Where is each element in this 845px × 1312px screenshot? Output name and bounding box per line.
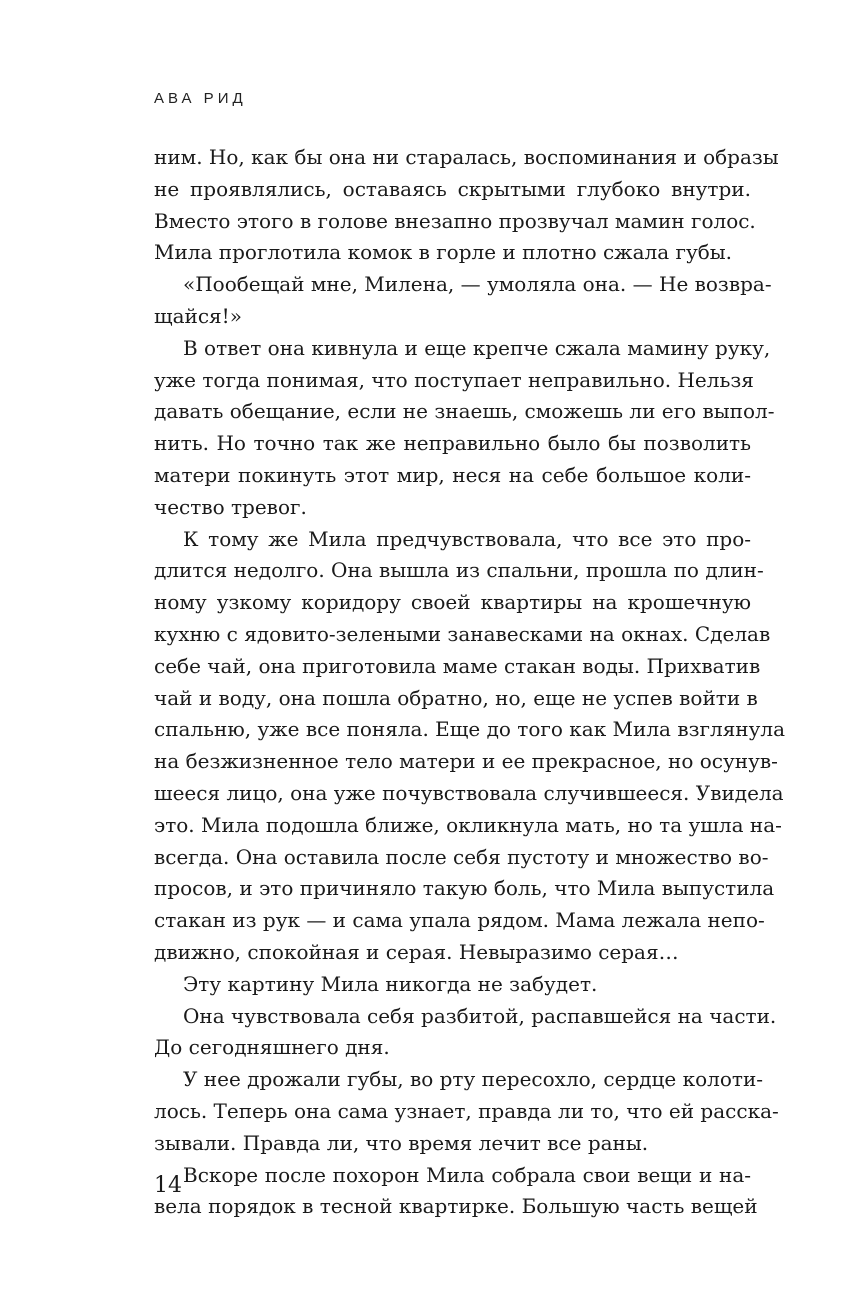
- text-line: стакан из рук — и сама упала рядом. Мама лежала непо-: [154, 908, 765, 933]
- text-line: К тому же Мила предчувствовала, что все это про-: [183, 526, 751, 551]
- text-line: давать обещание, если не знаешь, сможешь ли его выпол-: [154, 399, 775, 424]
- text-line: на безжизненное тело матери и ее прекрасное, но осунув-: [154, 749, 778, 774]
- running-header-author: АВА РИД: [154, 90, 247, 107]
- text-line: чество тревог.: [154, 494, 307, 519]
- page-number: 14: [154, 1173, 182, 1198]
- text-line: Вместо этого в голове внезапно прозвучал мамин голос.: [154, 208, 756, 233]
- text-line: В ответ она кивнула и еще крепче сжала мамину руку,: [183, 335, 771, 360]
- text-line: лось. Теперь она сама узнает, правда ли то, что ей расска-: [154, 1098, 779, 1123]
- text-line: нить. Но точно так же неправильно было бы позволить: [154, 431, 751, 456]
- text-line: Она чувствовала себя разбитой, распавшейся на части.: [183, 1003, 777, 1028]
- text-line: всегда. Она оставила после себя пустоту и множество во-: [154, 844, 769, 869]
- text-line: Эту картину Мила никогда не забудет.: [183, 971, 598, 996]
- text-line: не проявлялись, оставаясь скрытыми глубоко внутри.: [154, 176, 751, 201]
- text-line: Мила проглотила комок в горле и плотно сжала губы.: [154, 240, 733, 265]
- text-line: вела порядок в тесной квартирке. Большую часть вещей: [154, 1194, 758, 1219]
- text-line: себе чай, она приготовила маме стакан воды. Прихватив: [154, 653, 761, 678]
- text-line: ним. Но, как бы она ни старалась, воспоминания и образы: [154, 145, 779, 169]
- text-line: У нее дрожали губы, во рту пересохло, сердце колоти-: [183, 1067, 764, 1092]
- text-line: это. Мила подошла ближе, окликнула мать, но та ушла на-: [154, 812, 782, 837]
- text-line: шееся лицо, она уже почувствовала случившееся. Увидела: [154, 780, 784, 805]
- text-line: До сегодняшнего дня.: [154, 1035, 390, 1060]
- text-line: длится недолго. Она вышла из спальни, прошла по длин-: [154, 558, 764, 583]
- text-line: щайся!»: [154, 303, 242, 328]
- text-line: зывали. Правда ли, что время лечит все раны.: [154, 1130, 649, 1155]
- text-line: «Пообещай мне, Милена, — умоляла она. — Не возвра-: [183, 272, 772, 297]
- text-line: чай и воду, она пошла обратно, но, еще не успев войти в: [154, 685, 758, 710]
- text-line: просов, и это причиняло такую боль, что Мила выпустила: [154, 876, 775, 901]
- text-line: кухню с ядовито-зелеными занавесками на окнах. Сделав: [154, 621, 771, 646]
- text-line: Вскоре после похорон Мила собрала свои вещи и на-: [183, 1162, 751, 1187]
- text-line: уже тогда понимая, что поступает неправильно. Нельзя: [154, 367, 754, 392]
- text-line: спальню, уже все поняла. Еще до того как Мила взглянула: [154, 717, 786, 742]
- text-line: матери покинуть этот мир, неся на себе большое коли-: [154, 462, 751, 487]
- text-line: движно, спокойная и серая. Невыразимо серая…: [154, 939, 679, 964]
- body-text: [154, 142, 786, 1223]
- text-line: ному узкому коридору своей квартиры на крошечную: [154, 590, 751, 615]
